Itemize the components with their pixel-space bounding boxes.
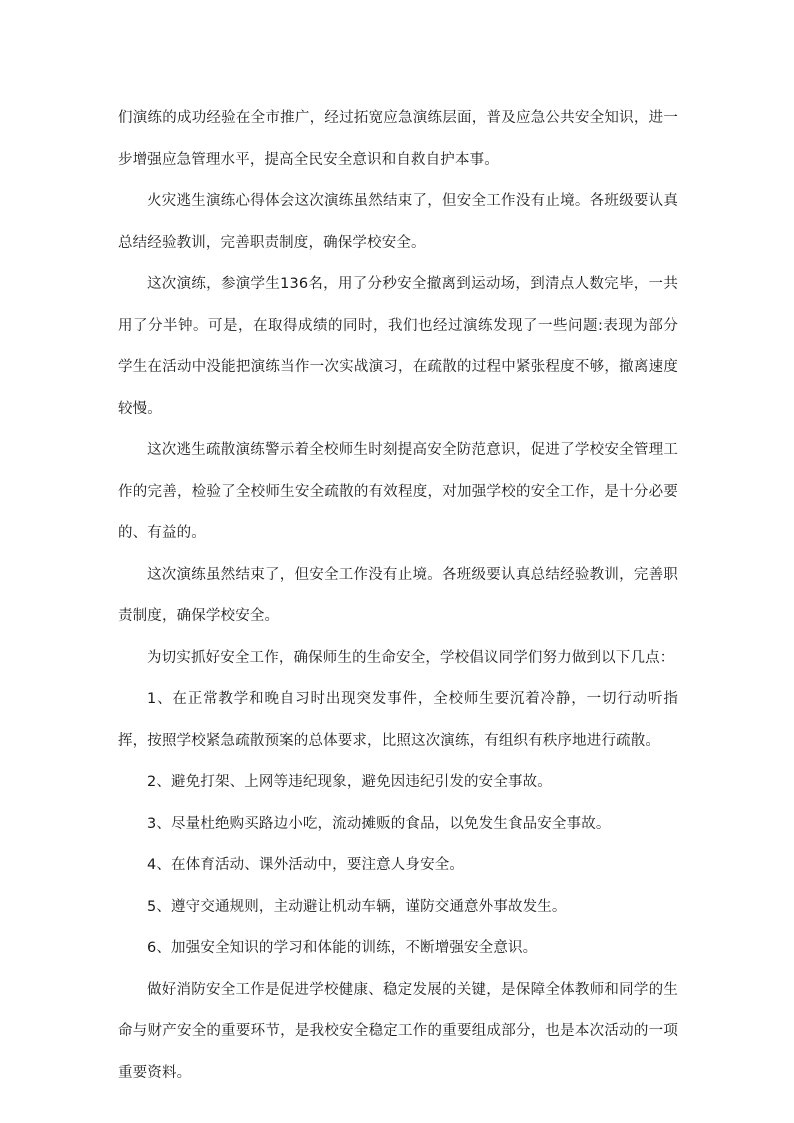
paragraph: 做好消防安全工作是促进学校健康、稳定发展的关键，是保障全体教师和同学的生命与财产安全的重要环节，是我校安全稳定工作的重要组成部分，也是本次活动的一项重要资料。 — [118, 981, 678, 1081]
list-item: 5、遵守交通规则，主动避让机动车辆，谨防交通意外事故发生。 — [147, 898, 567, 915]
list-item: 6、加强安全知识的学习和体能的训练，不断增强安全意识。 — [147, 940, 538, 956]
list-item: 4、在体育活动、课外活动中，要注意人身安全。 — [147, 857, 465, 873]
document-body — [118, 98, 678, 1094]
list-item: 3、尽量杜绝购买路边小吃，流动摊贩的食品，以免发生食品安全事故。 — [147, 815, 611, 832]
list-item: 1、在正常教学和晚自习时出现突发事件，全校师生要沉着冷静，一切行动听指挥，按照学校紧急疏散预案的总体要求，比照这次演练，有组织有秩序地进行疏散。 — [118, 691, 678, 749]
paragraph: 们演练的成功经验在全市推广，经过拓宽应急演练层面，普及应急公共安全知识，进一步增强应急管理水平，提高全民安全意识和自救自护本事。 — [118, 110, 678, 168]
paragraph: 这次演练，参演学生136名，用了分秒安全撤离到运动场，到清点人数完毕，一共用了分半钟。可是，在取得成绩的同时，我们也经过演练发现了一些问题:表现为部分学生在活动中没能把演练当作一次实战演习，在疏散的过程中紧张程度不够，撤离速度较慢。 — [118, 276, 678, 417]
paragraph: 这次演练虽然结束了，但安全工作没有止境。各班级要认真总结经验教训，完善职责制度，确保学校安全。 — [118, 566, 678, 624]
paragraph: 为切实抓好安全工作，确保师生的生命安全，学校倡议同学们努力做到以下几点： — [147, 649, 675, 666]
paragraph: 这次逃生疏散演练警示着全校师生时刻提高安全防范意识，促进了学校安全管理工作的完善，检验了全校师生安全疏散的有效程度，对加强学校的安全工作，是十分必要的、有益的。 — [118, 442, 678, 541]
paragraph: 火灾逃生演练心得体会这次演练虽然结束了，但安全工作没有止境。各班级要认真总结经验教训，完善职责制度，确保学校安全。 — [118, 193, 678, 251]
list-item: 2、避免打架、上网等违纪现象，避免因违纪引发的安全事故。 — [147, 774, 552, 790]
